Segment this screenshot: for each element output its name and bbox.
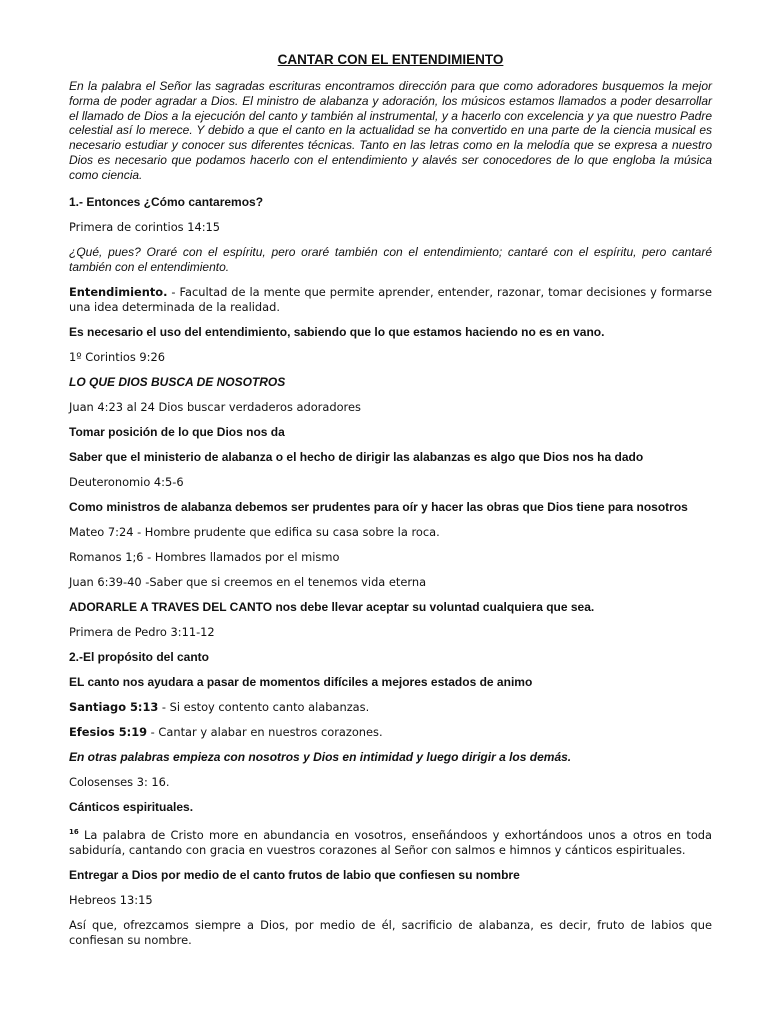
colosenses-quote (69, 825, 712, 858)
santiago-text: - Si estoy contento canto alabanzas. (158, 699, 370, 714)
reference-romanos: Romanos 1;6 - Hombres llamados por el mismo (69, 549, 340, 564)
adorarle-heading: ADORARLE A TRAVES DEL CANTO (69, 599, 273, 614)
document-title: CANTAR CON EL ENTENDIMIENTO (277, 52, 504, 67)
entregar-statement: Entregar a Dios por medio de el canto frutos de labio que confiesen su nombre (69, 867, 520, 882)
canticos-heading: Cánticos espirituales. (69, 799, 194, 814)
reference-juan-4: Juan 4:23 al 24 Dios buscar verdaderos adoradores (69, 399, 361, 414)
en-otras-palabras: En otras palabras empieza con nosotros y Dios en intimidad y luego dirigir a los demás. (69, 749, 572, 764)
reference-juan-6: Juan 6:39-40 -Saber que si creemos en el tenemos vida eterna (69, 574, 427, 589)
definition-term: Entendimiento. (69, 284, 168, 299)
reference-hebreos: Hebreos 13:15 (69, 892, 153, 907)
section-lo-que-dios-busca: LO QUE DIOS BUSCA DE NOSOTROS (69, 374, 286, 389)
reference-mateo: Mateo 7:24 - Hombre prudente que edifica su casa sobre la roca. (69, 524, 440, 539)
adorarle-statement (69, 600, 712, 615)
saber-ministerio: Saber que el ministerio de alabanza o el hecho de dirigir las alabanzas es algo que Dios nos ha dado (69, 449, 644, 464)
santiago-line (69, 700, 712, 715)
reference-deuteronomio: Deuteronomio 4:5-6 (69, 474, 184, 489)
question-1-heading: 1.- Entonces ¿Cómo cantaremos? (69, 194, 264, 209)
intro-paragraph: En la palabra el Señor las sagradas escrituras encontramos dirección para que como adoradores busquemos la mejor forma de poder agradar a Dios. El ministro de alabanza y adoración, los músicos estamos llamados a poder desarrollar el llamado de Dios a la ejecución del canto y también al instrumental, y a hacerlo con excelencia y ya que nuestro Padre celestial así lo merece. Y debido a que el canto en la actualidad se ha convertido en una parte de la ciencia musical es necesario estudiar y conocer sus diferentes técnicas. Tanto en las letras como en la melodía que se expresa a nuestro Dios es necesario que podamos hacerlo con el entendimiento y alavés ser conocedores de lo que engloba la música como ciencia. (69, 79, 712, 182)
efesios-line (69, 725, 712, 740)
efesios-text: - Cantar y alabar en nuestros corazones. (147, 724, 383, 739)
reference-colosenses: Colosenses 3: 16. (69, 774, 170, 789)
como-ministros: Como ministros de alabanza debemos ser prudentes para oír y hacer las obras que Dios tiene para nosotros (69, 499, 688, 514)
definition-paragraph (69, 285, 712, 315)
reference-corintios-14: Primera de corintios 14:15 (69, 219, 221, 234)
question-2-heading: 2.-El propósito del canto (69, 649, 210, 664)
necesario-statement: Es necesario el uso del entendimiento, sabiendo que lo que estamos haciendo no es en vano. (69, 324, 605, 339)
reference-corintios-9: 1º Corintios 9:26 (69, 349, 165, 364)
efesios-reference: Efesios 5:19 (69, 724, 148, 739)
quote-corintios-14-15: ¿Qué, pues? Oraré con el espíritu, pero oraré también con el entendimiento; cantaré con el espíritu, pero cantaré también con el entendimiento. (69, 244, 712, 274)
definition-text: - Facultad de la mente que permite aprender, entender, razonar, tomar decisiones y formarse una idea determinada de la realidad. (69, 284, 712, 314)
el-canto-statement: EL canto nos ayudara a pasar de momentos difíciles a mejores estados de animo (69, 674, 533, 689)
hebreos-quote: Así que, ofrezcamos siempre a Dios, por medio de él, sacrificio de alabanza, es decir, fruto de labios que confiesan su nombre. (69, 917, 712, 947)
adorarle-rest: nos debe llevar aceptar su voluntad cualquiera que sea. (272, 599, 595, 614)
tomar-posicion: Tomar posición de lo que Dios nos da (69, 424, 285, 439)
reference-pedro: Primera de Pedro 3:11-12 (69, 624, 215, 639)
santiago-reference: Santiago 5:13 (69, 699, 159, 714)
colosenses-quote-text: La palabra de Cristo more en abundancia en vosotros, enseñándoos y exhortándoos unos a otros en toda sabiduría, cantando con gracia en vuestros corazones al Señor con salmos e himnos y cánticos espirituales. (69, 827, 712, 857)
verse-number: 16 (69, 827, 79, 836)
